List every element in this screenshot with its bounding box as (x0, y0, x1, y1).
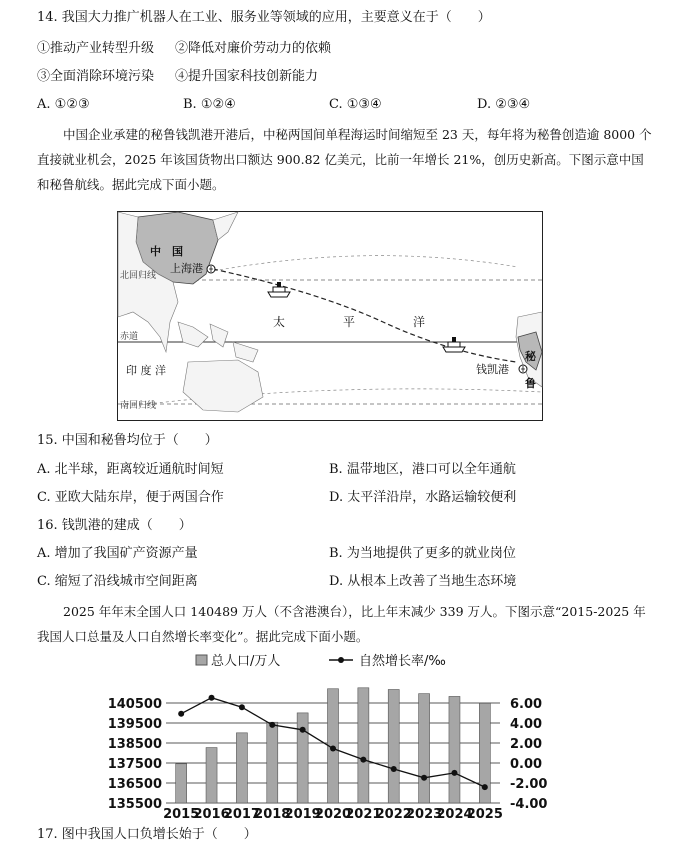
legend-bar-swatch (196, 655, 207, 665)
rate-point (269, 722, 275, 728)
q14-item-2: ②降低对廉价劳动力的依赖 (175, 41, 332, 56)
right-tick-label: -4.00 (510, 797, 548, 812)
q16-stem: 16. 钱凯港的建成（ ） (37, 518, 192, 533)
population-chart (107, 650, 550, 822)
x-tick-label: 2019 (284, 807, 321, 822)
ship-icon-1 (268, 282, 290, 297)
map-label-pacific-2: 平 (343, 315, 356, 329)
map-label-tropic-north: 北回归线 (120, 271, 157, 281)
map-label-equator: 赤道 (120, 332, 139, 342)
q14-option-a[interactable]: A. ①②③ (37, 97, 90, 112)
x-tick-label: 2022 (375, 807, 412, 822)
left-tick-label: 136500 (107, 777, 162, 792)
q15-stem: 15. 中国和秘鲁均位于（ ） (37, 433, 218, 448)
x-tick-label: 2017 (223, 807, 261, 822)
q15-option-d[interactable]: D. 太平洋沿岸，水路运输较便利 (329, 490, 517, 505)
population-bar (388, 690, 399, 804)
rate-point (209, 695, 215, 701)
x-tick-label: 2015 (163, 807, 200, 822)
chart-right-ticks (510, 697, 547, 812)
q15-option-c[interactable]: C. 亚欧大陆东岸，便于两国合作 (37, 490, 224, 505)
population-bar (297, 713, 308, 803)
x-tick-label: 2016 (193, 807, 230, 822)
q16-option-b[interactable]: B. 为当地提供了更多的就业岗位 (329, 546, 516, 561)
q14-option-c[interactable]: C. ①③④ (329, 97, 382, 112)
x-tick-label: 2021 (345, 807, 382, 822)
x-tick-label: 2025 (466, 807, 503, 822)
rate-point (330, 746, 336, 752)
left-tick-label: 135500 (107, 797, 162, 812)
map-label-tropic-south: 南回归线 (120, 401, 157, 411)
route-map-svg (118, 212, 542, 420)
passage-chancay: 中国企业承建的秘鲁钱凯港开港后，中秘两国间单程海运时间缩短至 23 天，每年将为秘鲁创造逾 8000 个直接就业机会，2025 年该国货物出口额达 900.82 亿美元，比前一年增长 21%，创历史新高。下图示意中国和秘鲁航线。据此完成下面小题。 (37, 127, 652, 192)
right-tick-label: -2.00 (510, 777, 548, 792)
q15-option-b[interactable]: B. 温带地区，港口可以全年通航 (329, 462, 516, 477)
population-bar (419, 694, 430, 803)
population-bar (358, 688, 369, 803)
q14-item-4: ④提升国家科技创新能力 (175, 69, 319, 84)
route-map (117, 211, 543, 421)
right-tick-label: 2.00 (510, 737, 543, 752)
q14-item-3: ③全面消除环境污染 (37, 69, 155, 84)
population-chart-svg (107, 650, 550, 822)
map-label-peru-1: 秘 (525, 350, 536, 363)
shipping-route (213, 269, 516, 362)
right-tick-label: 4.00 (510, 717, 543, 732)
rate-point (421, 775, 427, 781)
left-tick-label: 137500 (107, 757, 162, 772)
rate-point (239, 704, 245, 710)
map-label-indian: 印 度 洋 (126, 364, 166, 377)
x-tick-label: 2024 (436, 807, 473, 822)
legend-bar-label: 总人口/万人 (211, 654, 281, 669)
rate-point (391, 766, 397, 772)
korea-land (213, 212, 238, 240)
q17-stem: 17. 图中我国人口负增长始于（ ） (37, 827, 257, 842)
x-tick-label: 2018 (254, 807, 291, 822)
map-label-pacific-3: 洋 (413, 315, 426, 329)
legend-line-marker (338, 657, 344, 663)
q16-option-a[interactable]: A. 增加了我国矿产资源产量 (37, 546, 198, 561)
population-bar (236, 733, 247, 803)
right-tick-label: 0.00 (510, 757, 543, 772)
rate-point (300, 727, 306, 733)
rate-point (178, 711, 184, 717)
left-tick-label: 139500 (107, 717, 162, 732)
population-bar (206, 748, 217, 803)
map-label-chancay: 钱凯港 (476, 363, 509, 376)
map-label-peru-2: 鲁 (525, 377, 536, 390)
q16-option-d[interactable]: D. 从根本上改善了当地生态环境 (329, 574, 517, 589)
q14-item-1: ①推动产业转型升级 (37, 41, 155, 56)
rate-point (451, 770, 457, 776)
population-bar (449, 696, 460, 803)
rate-point (360, 757, 366, 763)
right-tick-label: 6.00 (510, 697, 543, 712)
population-bar (267, 722, 278, 803)
passage-population: 2025 年年末全国人口 140489 万人（不含港澳台），比上年末减少 339 万人。下图示意“2015-2025 年我国人口总量及人口自然增长率变化”。据此完成下面小题。 (37, 604, 646, 644)
population-bar (176, 764, 187, 803)
q14-stem: 14. 我国大力推广机器人在工业、服务业等领域的应用，主要意义在于（ ） (37, 10, 491, 25)
q16-option-c[interactable]: C. 缩短了沿线城市空间距离 (37, 574, 198, 589)
map-label-china: 中 国 (150, 245, 183, 258)
map-label-pacific-1: 太 (273, 315, 286, 329)
q14-option-d[interactable]: D. ②③④ (477, 97, 531, 112)
x-tick-label: 2020 (314, 807, 352, 822)
q14-option-b[interactable]: B. ①②④ (183, 97, 236, 112)
ship-icon-2 (443, 337, 465, 352)
chart-left-ticks (108, 697, 162, 812)
q15-option-a[interactable]: A. 北半球，距离较近通航时间短 (37, 462, 224, 477)
upper-arc (208, 256, 518, 272)
chart-bars (176, 688, 491, 803)
map-label-shanghai: 上海港 (170, 262, 203, 275)
left-tick-label: 140500 (107, 697, 162, 712)
left-tick-label: 138500 (107, 737, 162, 752)
x-tick-label: 2023 (405, 807, 443, 822)
rate-point (482, 784, 488, 790)
legend-line-label: 自然增长率/‰ (359, 654, 446, 669)
chart-x-ticks (163, 807, 503, 822)
